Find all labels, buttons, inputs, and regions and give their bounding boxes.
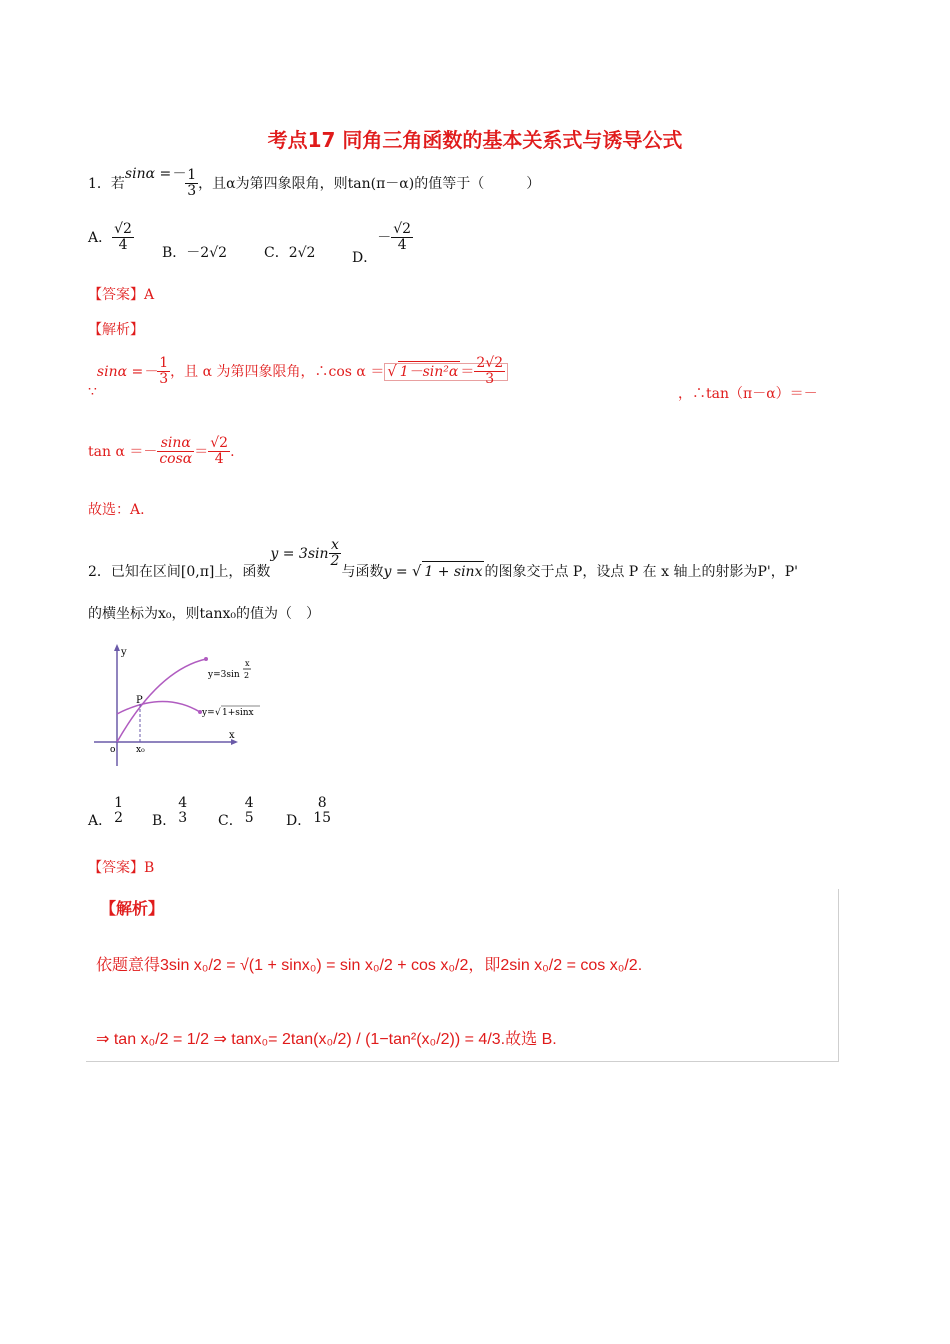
q2-graph <box>88 640 268 770</box>
question-1 <box>88 165 541 200</box>
graph-y-label: y <box>121 647 127 658</box>
curve-3sin <box>117 659 206 742</box>
graph-curve2-sqrt: 1+sinx <box>222 708 254 718</box>
q1-solution-line-1-end: ，∴tan（π－α）＝－ <box>678 386 818 402</box>
q2-option-a[interactable]: A． 1 2 <box>88 795 124 830</box>
q1-option-a[interactable]: A． $\frac{√2}{4}$ <box>88 221 132 254</box>
q1-answer: 【答案】A <box>88 287 155 303</box>
question-2-line-1: 2．已知在区间[0,π]上，函数y = 3sin $\frac{x}{2}$ 与函数y = √ 1 + sinx 的图象交于点 P，设点 P 在 x 轴上的射影为P'，P' <box>88 537 799 580</box>
q1-option-c[interactable]: C．2√2 <box>264 245 316 261</box>
q2-option-d[interactable]: D． 8 15 <box>286 795 332 830</box>
graph-p-label: P <box>136 695 143 706</box>
q2-solution-line-1: 依题意得3sin x₀/2 = √(1 + sinx₀) = sin x₀/2 + cos x₀/2，即2sin x₀/2 = cos x₀/2. <box>96 957 643 974</box>
graph-curve2-root: √ <box>215 708 221 718</box>
graph-curve1-den: 2 <box>244 671 250 680</box>
graph-curve1-num: x <box>245 659 250 668</box>
q1-fraction: $\frac{1}{3}$ <box>187 167 197 200</box>
q1-option-b[interactable]: B．－2√2 <box>162 245 228 261</box>
page-title: 考点17 同角三角函数的基本关系式与诱导公式 <box>267 128 683 152</box>
q2-option-c[interactable]: C． 4 5 <box>218 795 254 830</box>
question-2-line-2: 的横坐标为x₀，则tanx₀的值为（ ） <box>88 606 321 622</box>
q1-solution-line-2: tan α ＝－ $\frac{\sin\alpha}{\cos\alpha}$ ＝ $\frac{√2}{4}$ . <box>88 435 235 468</box>
graph-curve2-label: y= <box>202 708 215 718</box>
q1-conclusion: 故选：A. <box>88 502 145 518</box>
q1-analysis-label: 【解析】 <box>88 322 144 338</box>
graph-x0-label: x₀ <box>136 745 145 755</box>
q2-option-b[interactable]: B． 4 3 <box>152 795 188 830</box>
graph-x-label: x <box>229 730 235 741</box>
question-1-number: 1．若 <box>88 175 125 192</box>
curve-sqrt <box>117 701 200 714</box>
q2-analysis-label: 【解析】 <box>100 901 165 918</box>
q1-text: ，且α为第四象限角，则tan(π－α)的值等于（ ） <box>198 175 541 192</box>
q2-solution-line-2: ⇒ tan x₀/2 = 1/2 ⇒ tanx₀= 2tan(x₀/2) / (1−tan²(x₀/2)) = 4/3.故选 B. <box>96 1031 557 1048</box>
q2-answer: 【答案】B <box>88 860 155 876</box>
q1-solution-line-1: ∵sinα =－ $\frac{1}{3}$ ，且 α 为第四象限角，∴cos α ＝ √ 1－sin²α ＝ $\frac{2√2}{3}$ <box>88 356 508 388</box>
curve-3sin-endpoint <box>204 657 208 661</box>
y-axis-arrow-icon <box>114 644 120 651</box>
graph-curve1-label: y=3sin <box>208 670 240 680</box>
q1-cos-formula: √ 1－sin²α ＝ $\frac{2√2}{3}$ <box>384 363 508 381</box>
q1-sin-expr: sinα =－ <box>124 165 186 182</box>
q1-option-d[interactable]: D．－ $\frac{√2}{4}$ <box>352 221 412 266</box>
graph-axes <box>94 644 238 766</box>
graph-origin-label: o <box>110 745 116 755</box>
